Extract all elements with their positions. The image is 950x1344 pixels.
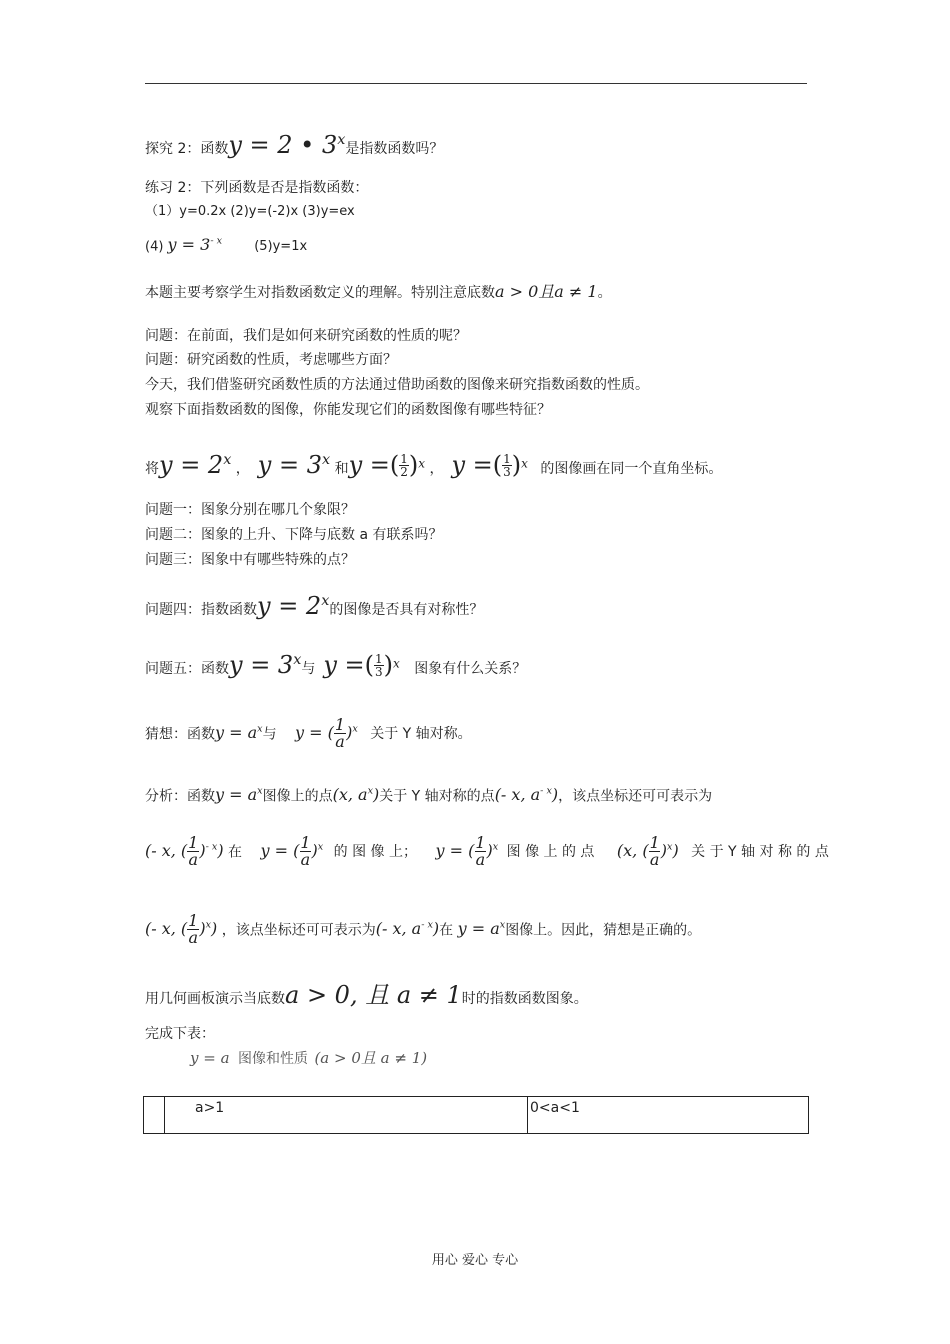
problem-4: 问题四：指数函数$y = 2^x$的图像是否具有对称性？ — [145, 592, 484, 620]
conjecture: 猜想：函数$y = a^x$与 y = ( $\frac{1}{a}$ )$^x$ 关于 Y 轴对称。 — [145, 715, 472, 752]
exercise-2-items-2: (4) $y = 3^{- x}$ (5)y=1x — [145, 235, 308, 255]
table-header-a-lt-1: 0<a<1 — [528, 1097, 809, 1134]
exercise-2-items: （1）y=0.2x (2)y=(-2)x (3)y=ex — [145, 204, 355, 219]
table-header-a-gt-1: a>1 — [165, 1097, 528, 1134]
graph-functions-line: 将$y = 2^x$ ， $y = 3^x$ 和y =( $\frac{1}{2}$ )$^x$ ， y =( $\frac{1}{3}$ )$^x$ 的图像画在同一个直角坐标。 — [145, 451, 723, 479]
definition-note: 本题主要考察学生对指数函数定义的理解。特别注意底数a > 0且a ≠ 1。 — [145, 282, 612, 301]
demo-line: 用几何画板演示当底数a > 0, 且 a ≠ 1时的指数函数图象。 — [145, 981, 588, 1009]
explore-2-line: 探究 2：函数y = 2 • 3$^x$是指数函数吗？ — [145, 131, 444, 159]
problem-1: 问题一：图象分别在哪几个象限？ — [145, 502, 355, 518]
table-row — [144, 1097, 809, 1134]
question-3: 今天，我们借鉴研究函数性质的方法通过借助函数的图像来研究指数函数的性质。 — [145, 377, 649, 393]
problem-3: 问题三：图象中有哪些特殊的点？ — [145, 552, 355, 568]
complete-table-label: 完成下表： — [145, 1026, 215, 1042]
formula-y-2-3x: y = 2 • 3$^x$ — [228, 131, 346, 159]
problem-2: 问题二：图象的上升、下降与底数 a 有联系吗？ — [145, 527, 443, 543]
table-caption: y = a 图像和性质 (a > 0且 a ≠ 1) — [190, 1049, 428, 1067]
question-2: 问题：研究函数的性质，考虑哪些方面？ — [145, 352, 397, 368]
properties-table — [143, 1096, 809, 1134]
analysis-1: 分析：函数$y = a^x$图像上的点(x, $a^x$)关于 Y 轴对称的点(- x, $a^{- x}$)，该点坐标还可可表示为 — [145, 785, 713, 805]
analysis-3: (- x, ( $\frac{1}{a}$ )$^x$) ，该点坐标还可可表示为(- x, $a^{- x}$)在 $y = a^x$图像上。因此，猜想是正确的。 — [145, 911, 702, 948]
exercise-2-heading: 练习 2：下列函数是否是指数函数： — [145, 180, 369, 196]
header-rule — [145, 83, 807, 84]
question-1: 问题：在前面，我们是如何来研究函数的性质的呢？ — [145, 328, 467, 344]
table-empty-cell — [144, 1097, 165, 1134]
page-footer: 用心 爱心 专心 — [431, 1253, 519, 1268]
problem-5: 问题五：函数$y = 3^x$与 y =( $\frac{1}{3}$ )$^x$ 图象有什么关系？ — [145, 651, 527, 679]
analysis-2: (- x, ( $\frac{1}{a}$ )$^{- x}$) 在 y = ( $\frac{1}{a}$ )$^x$ 的 图 像 上； y = ( $\frac{1}{a}$ )$^x$ 图 像 上 的 点 (x, ( $\frac{1}{a}$ )$^x$) 关 于 Y 轴 对 称 的 点 — [145, 833, 829, 870]
question-4: 观察下面指数函数的图像，你能发现它们的函数图像有哪些特征？ — [145, 402, 551, 418]
